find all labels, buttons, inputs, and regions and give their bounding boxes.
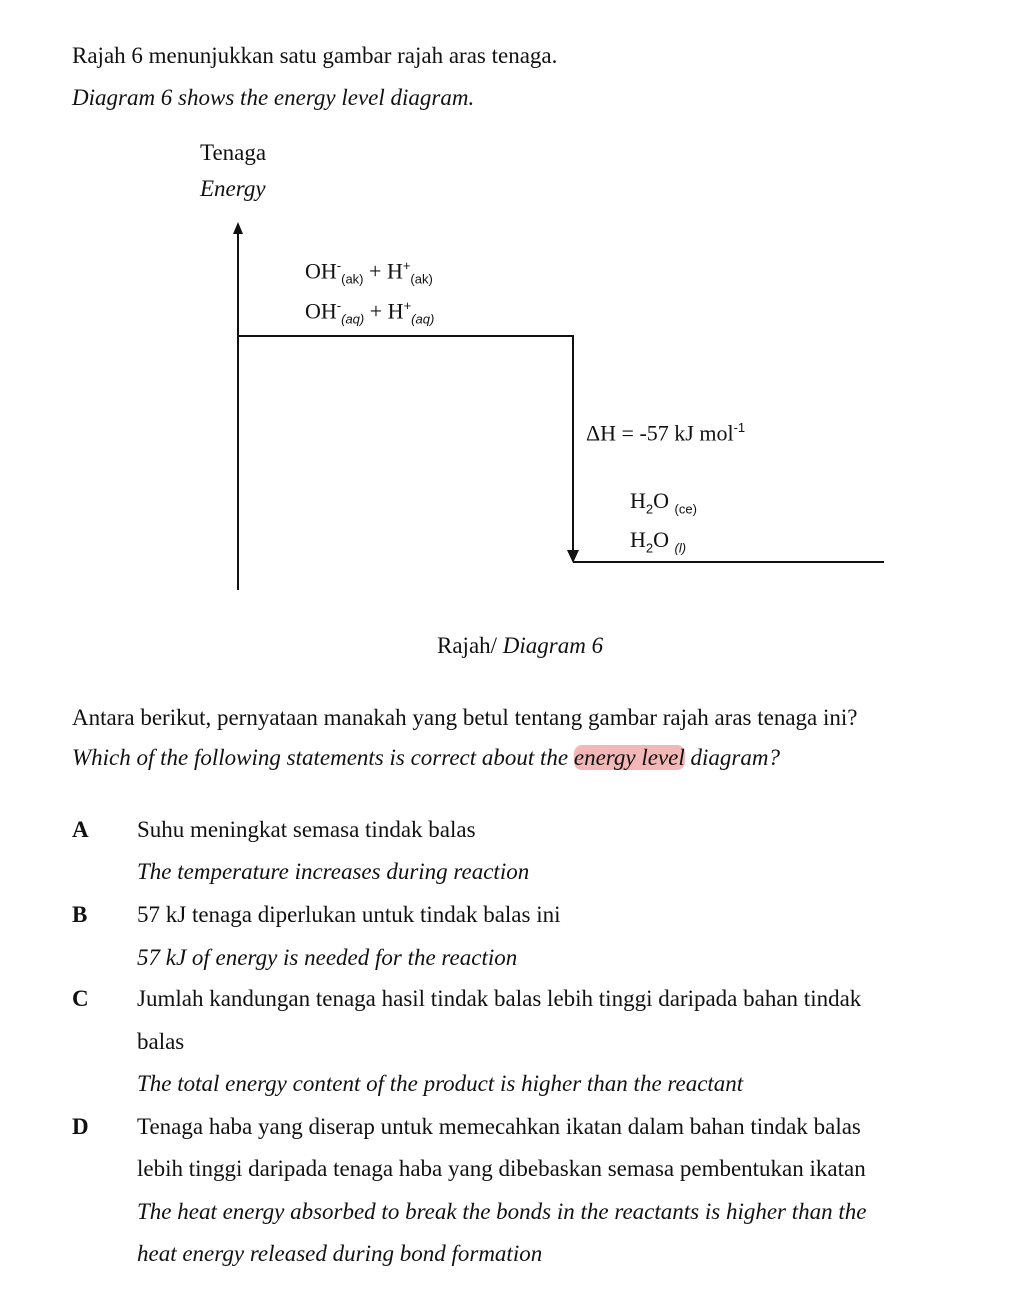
oh: OH [305, 258, 337, 284]
charge: + [403, 298, 412, 313]
highlighted-text: energy level [573, 745, 685, 770]
option-malay: Jumlah kandungan tenaga hasil tindak balas lebih tinggi daripada bahan tindak [137, 986, 862, 1011]
option-english: 57 kJ of energy is needed for the reaction [137, 945, 518, 970]
y-axis-label-malay: Tenaga [200, 140, 267, 165]
option-english: heat energy released during bond formation [137, 1241, 543, 1266]
state: (ak) [341, 271, 364, 287]
subscript: 2 [645, 540, 654, 556]
option-letter: C [72, 986, 89, 1011]
option-malay: Tenaga haba yang diserap untuk memecahkan ikatan dalam bahan tindak balas [137, 1114, 861, 1139]
charge: - [336, 298, 342, 313]
option-letter: B [72, 902, 88, 927]
oh: OH [305, 298, 337, 324]
delta-h-label [586, 420, 745, 446]
diagram-caption [437, 634, 603, 657]
question-text-end: diagram? [684, 745, 780, 770]
h: H [387, 298, 404, 324]
caption-english: Diagram 6 [502, 633, 604, 658]
axis-arrowhead-icon [233, 222, 243, 234]
charge: + [402, 258, 411, 273]
o: O [653, 488, 670, 513]
intro-malay: Rajah 6 menunjukkan satu gambar rajah aras tenaga. [72, 43, 558, 68]
option-malay: lebih tinggi daripada tenaga haba yang dibebaskan semasa pembentukan ikatan [137, 1156, 866, 1181]
question-text: Which of the following statements is correct about the [72, 745, 574, 770]
reactant-label-malay [305, 258, 433, 287]
caption-malay: Rajah/ [437, 633, 503, 658]
option-english: The temperature increases during reaction [137, 859, 530, 884]
plus: + [369, 258, 382, 284]
state: (aq) [411, 311, 435, 327]
option-english: The total energy content of the product is higher than the reactant [137, 1071, 744, 1096]
state: (l) [674, 540, 687, 556]
option-english: The heat energy absorbed to break the bonds in the reactants is higher than the [137, 1199, 867, 1224]
state: (ce) [674, 501, 697, 517]
delta-h-text: ΔH = -57 kJ mol [586, 420, 734, 446]
state: (aq) [341, 311, 365, 327]
h: H [386, 258, 403, 284]
charge: - [336, 258, 342, 273]
option-malay: balas [137, 1029, 185, 1054]
delta-h-exponent: -1 [733, 420, 746, 435]
question-english [72, 746, 780, 769]
o: O [653, 527, 670, 552]
h: H [630, 527, 646, 552]
plus: + [369, 298, 383, 324]
option-letter: D [72, 1114, 89, 1139]
reactant-label-english [305, 298, 434, 327]
option-malay: 57 kJ tenaga diperlukan untuk tindak balas ini [137, 902, 561, 927]
state: (ak) [410, 271, 433, 287]
subscript: 2 [645, 501, 654, 517]
h: H [630, 488, 646, 513]
question-malay: Antara berikut, pernyataan manakah yang betul tentang gambar rajah aras tenaga ini? [72, 705, 858, 730]
product-label-english [630, 527, 686, 555]
option-letter: A [72, 817, 89, 842]
option-malay: Suhu meningkat semasa tindak balas [137, 817, 476, 842]
product-label-malay [630, 488, 697, 516]
y-axis-label-english: Energy [200, 176, 266, 201]
intro-english: Diagram 6 shows the energy level diagram. [72, 85, 475, 110]
